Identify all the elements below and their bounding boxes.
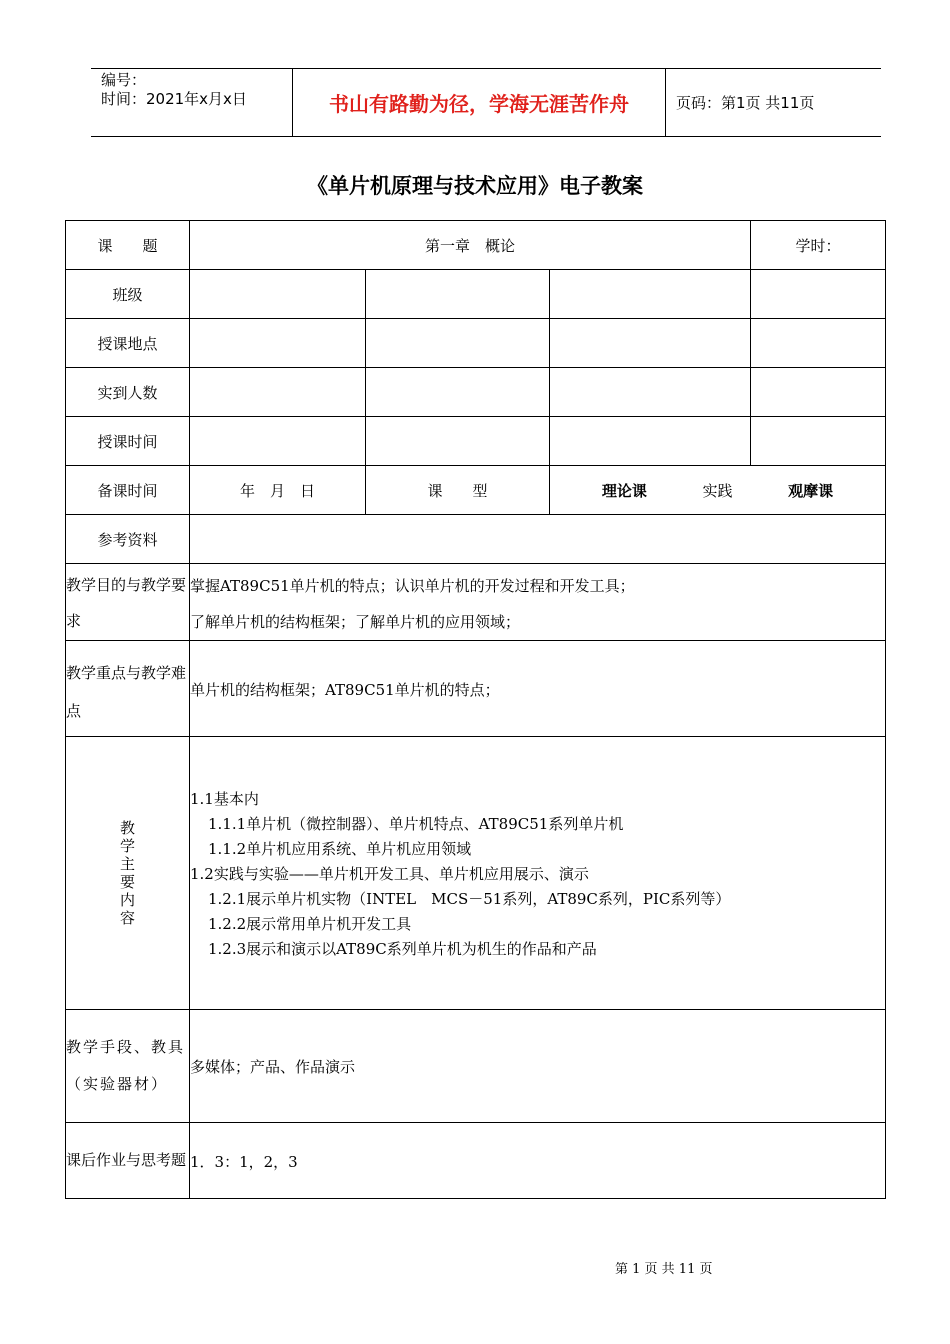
table-row [66,270,886,319]
table-row [66,417,886,466]
methods-label: 教学手段、教具（实验器材） [66,1010,190,1123]
teach-time-label: 授课时间 [66,417,190,466]
table-row [66,466,886,515]
empty-cell [366,270,550,319]
table-row [66,319,886,368]
content-line: 1.1.2单片机应用系统、单片机应用领域 [208,839,472,858]
goals-content [190,564,886,641]
content-line: 1.1.1单片机（微控制器）、单片机特点、AT89C51系列单片机 [208,814,624,833]
header-motto: 书山有路勤为径，学海无涯苦作舟 [329,92,629,116]
empty-cell [366,319,550,368]
empty-cell [550,417,751,466]
type-practice: 实践 [702,481,733,500]
table-row [66,221,886,270]
goals-line: 掌握AT89C51单片机的特点；认识单片机的开发过程和开发工具； [190,577,635,595]
class-label: 班级 [66,270,190,319]
content-line: 1.1基本内 [190,789,259,808]
content-label-cell [66,737,190,1010]
empty-cell [751,368,886,417]
attendance-label: 实到人数 [66,368,190,417]
empty-cell [550,270,751,319]
empty-cell [190,417,366,466]
table-row [66,368,886,417]
empty-cell [190,270,366,319]
reference-value [190,515,886,564]
course-types [550,466,886,515]
table-row [66,1010,886,1123]
methods-content: 多媒体；产品、作品演示 [190,1010,886,1123]
empty-cell [366,368,550,417]
empty-cell [190,368,366,417]
content-body [190,737,886,1010]
lesson-plan-table [65,220,886,1199]
time-label: 时间：2021年x月x日 [101,90,247,108]
empty-cell [550,368,751,417]
topic-value: 第一章 概论 [190,221,751,270]
keypoints-content: 单片机的结构框架；AT89C51单片机的特点； [190,641,886,737]
table-row [66,515,886,564]
empty-cell [751,319,886,368]
type-theory: 理论课 [601,481,647,500]
prep-time-label: 备课时间 [66,466,190,515]
topic-label: 课 题 [66,221,190,270]
table-row [66,1123,886,1199]
table-row [66,641,886,737]
course-type-label: 课 型 [366,466,550,515]
type-observe: 观摩课 [788,481,834,500]
content-label: 教学主要内容 [119,819,135,927]
header-divider [665,69,666,136]
reference-label: 参考资料 [66,515,190,564]
goals-label: 教学目的与教学要求 [66,564,190,641]
document-title: 《单片机原理与技术应用》电子教案 [307,174,643,198]
content-line: 1.2.2展示常用单片机开发工具 [208,914,412,933]
table-row [66,737,886,1010]
goals-line: 了解单片机的结构框架；了解单片机的应用领域； [190,613,521,631]
content-line: 1.2.1展示单片机实物（INTEL MCS－51系列，AT89C系列，PIC系列等） [208,889,731,908]
content-line: 1.2.3展示和演示以AT89C系列单片机为机生的作品和产品 [208,939,597,958]
empty-cell [366,417,550,466]
content-line: 1.2实践与实验——单片机开发工具、单片机应用展示、演示 [190,864,589,883]
empty-cell [751,417,886,466]
homework-label: 课后作业与思考题 [66,1123,190,1199]
hours-label: 学时： [751,221,886,270]
page-footer: 第 1 页 共 11 页 [615,1262,713,1277]
page-header [91,68,881,137]
location-label: 授课地点 [66,319,190,368]
prep-date: 年 月 日 [190,466,366,515]
empty-cell [550,319,751,368]
header-page-info: 页码：第1页 共11页 [676,94,815,112]
header-meta [101,71,291,109]
empty-cell [751,270,886,319]
number-label: 编号： [101,71,147,89]
keypoints-label: 教学重点与教学难点 [66,641,190,737]
homework-content: 1．3：1，2，3 [190,1123,886,1199]
table-row [66,564,886,641]
empty-cell [190,319,366,368]
